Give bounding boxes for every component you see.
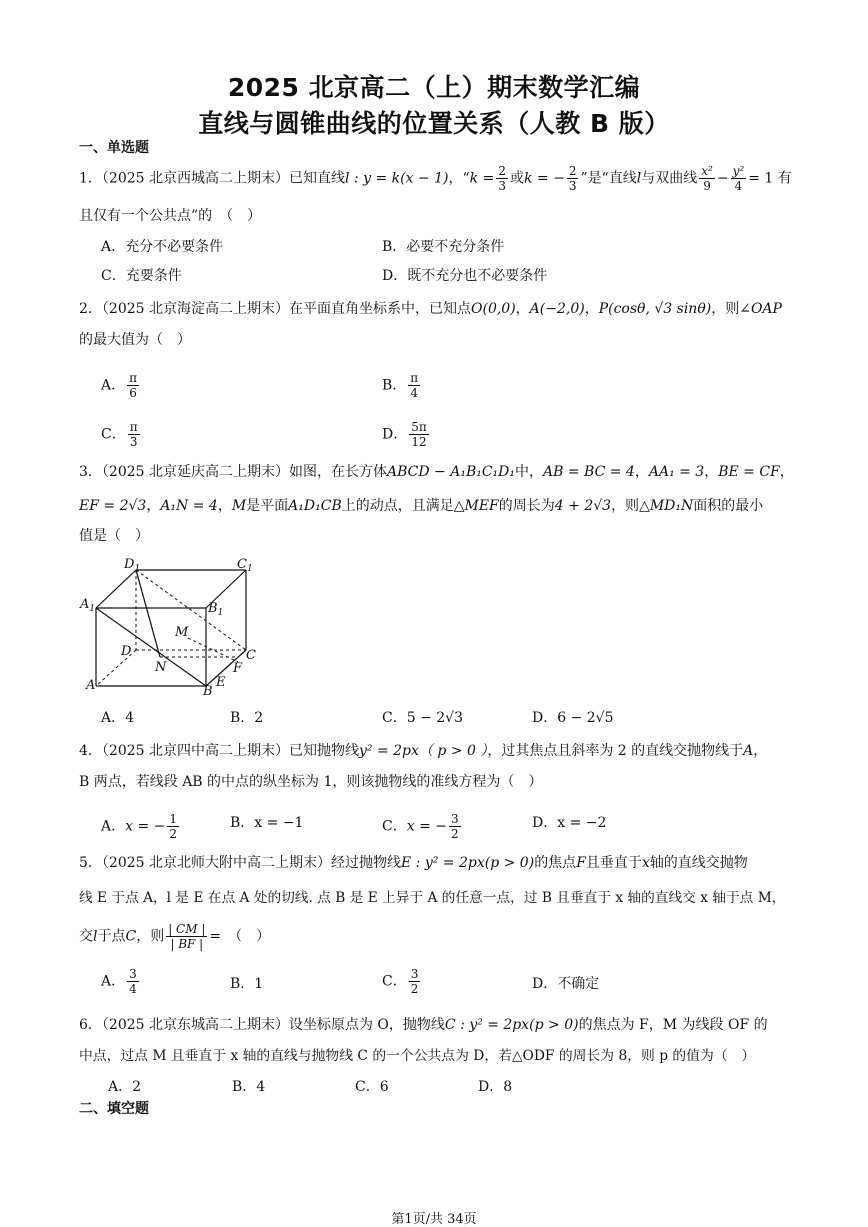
q3-a1n: A₁N = 4 (160, 498, 218, 514)
option-label: A． (101, 973, 126, 990)
q4-cond: （ p > 0 ） (418, 743, 488, 759)
frac-den: 2 (410, 982, 419, 996)
section-fill-blank: 二、填空题 (79, 1101, 149, 1117)
q4-text: 4．（2025 北京四中高二上期末）已知抛物线 (79, 743, 359, 759)
option-label: B． (382, 377, 407, 394)
q1-eq-one: = 1 有 (748, 170, 792, 187)
q6-option-c[interactable]: C．6 (355, 1079, 389, 1095)
q2-point-o: O(0,0) (471, 301, 516, 317)
q5-stem-line1 (79, 853, 748, 873)
q6-eq: C : y² = 2px(p > 0) (444, 1017, 579, 1033)
q3-option-c[interactable]: C．5 − 2√3 (382, 710, 463, 726)
label-e: E (216, 675, 226, 690)
q3-text: 上的动点，且满足 (341, 498, 454, 514)
q3-text: ，则 (611, 498, 640, 514)
frac-num: 2 (568, 164, 577, 178)
q5-ratio (166, 922, 207, 951)
q3-tri-mef: △MEF (453, 498, 499, 514)
option-label: C． (382, 818, 407, 835)
q5-text: 轴的直线交抛物 (649, 855, 748, 871)
q1-punct: ，“ (448, 170, 470, 187)
label-c: C (246, 648, 256, 663)
q3-text: 中， (515, 464, 544, 480)
q2-d-frac (409, 420, 429, 449)
q4-stem-line2: B 两点，若线段 AB 的中点的纵坐标为 1，则该抛物线的准线方程为（ ） (79, 774, 543, 790)
frac-num: 3 (129, 967, 137, 981)
label-m: M (175, 625, 189, 640)
q1-frac1 (496, 164, 508, 193)
q5-text: 于点 (97, 928, 126, 945)
q6-option-d[interactable]: D．8 (478, 1079, 513, 1095)
q4-punct: ， (753, 743, 768, 759)
label-n: N (155, 660, 167, 675)
q2-angle: ∠OAP (739, 301, 782, 317)
q3-ef: EF = 2√3 (79, 498, 147, 514)
q1-hyp-x (699, 164, 715, 193)
q3-option-a[interactable]: A．4 (101, 710, 135, 726)
q4-text: ，过其焦点且斜率为 2 的直线交抛物线于 (487, 743, 744, 759)
frac-num: 1 (169, 812, 178, 826)
frac-den: 2 (450, 827, 459, 841)
q2-b-frac (408, 371, 420, 400)
frac-num: x² (701, 164, 713, 178)
q6-stem-line1 (79, 1015, 768, 1035)
page-footer: 第1页/共 34页 (391, 1212, 477, 1227)
q3-m: M (231, 498, 247, 514)
q3-option-d[interactable]: D．6 − 2√5 (532, 710, 614, 726)
q1-stem-line1 (79, 164, 792, 193)
q3-punct: ， (634, 464, 649, 480)
q4-c-frac (449, 812, 461, 841)
frac-den: 4 (410, 386, 419, 400)
q3-plane: A₁D₁CB (288, 498, 342, 514)
q5-c: C (125, 928, 137, 945)
label-f: F (233, 661, 243, 676)
q2-option-a[interactable] (101, 371, 141, 400)
q5-text: = （ ） (209, 928, 271, 945)
q5-text: 交 (79, 928, 93, 945)
label-d1: $D_1$ (124, 557, 141, 574)
q4-option-a[interactable] (101, 812, 181, 841)
q5-text: 且垂直于 (585, 855, 642, 871)
frac-den: 4 (734, 179, 743, 193)
q2-option-b[interactable] (382, 371, 422, 400)
label-b1: $B_1$ (208, 601, 224, 618)
q3-aa1: AA₁ = 3 (648, 464, 705, 480)
q3-stem-line2 (79, 496, 763, 516)
frac-num: π (410, 371, 419, 385)
q4-option-c[interactable] (382, 812, 463, 841)
frac-num: π (129, 420, 138, 434)
frac-num: 3 (450, 812, 459, 826)
q1-source: 1．（2025 北京西城高二上期末）已知直线 (79, 170, 345, 187)
q5-text: ，则 (136, 928, 165, 945)
q5-stem-line2: 线 E 于点 A，l 是 E 在点 A 处的切线. 点 B 是 E 上异于 A 的任意一点，过 B 且垂直于 x 轴的直线交 x 轴于点 M， (79, 890, 786, 906)
q3-tri-md1n: △MD₁N (639, 498, 694, 514)
q5-text: 5．（2025 北京北师大附中高二上期末）经过抛物线 (79, 855, 401, 871)
q1-line-eq: l : y = k(x − 1) (345, 170, 449, 187)
option-label: A． (101, 377, 126, 394)
q2-point-p: P(cosθ, √3 sinθ) (598, 301, 712, 317)
option-text: x = − (406, 818, 447, 835)
frac-num: | CM | (168, 922, 206, 936)
q3-stem-line1 (79, 462, 794, 482)
option-label: C． (382, 973, 407, 990)
frac-den: 9 (703, 179, 711, 193)
q5-option-c[interactable] (382, 967, 422, 996)
q5-f: F (576, 855, 586, 871)
frac-num: 5π (411, 420, 427, 434)
frac-den: 3 (498, 179, 506, 193)
page-subtitle: 直线与圆锥曲线的位置关系（人教 B 版） (198, 109, 670, 138)
frac-den: 12 (411, 435, 427, 449)
label-a: A (86, 678, 96, 693)
q3-text: 面积的最小 (693, 498, 764, 514)
q1-minus: − (716, 170, 729, 187)
q1-option-a[interactable]: A．充分不必要条件 (101, 239, 224, 255)
cuboid-figure (78, 552, 268, 702)
q4-option-b[interactable]: B．x = −1 (230, 815, 304, 831)
q1-with-hyp: 与双曲线 (641, 170, 698, 187)
q2-stem-line1 (79, 299, 782, 319)
q5-a-frac (127, 967, 139, 996)
q5-text: 的焦点 (534, 855, 577, 871)
q6-text: 的焦点为 F，M 为线段 OF 的 (578, 1017, 768, 1033)
q5-c-frac (409, 967, 421, 996)
q1-mid: ”是“直线 (580, 170, 637, 187)
q5-option-a[interactable] (101, 967, 141, 996)
q3-text: 的周长为 (498, 498, 555, 514)
q3-option-b[interactable]: B．2 (230, 710, 264, 726)
frac-num: 2 (498, 164, 506, 178)
q6-text: 6．（2025 北京东城高二上期末）设坐标原点为 O，抛物线 (79, 1017, 445, 1033)
q4-option-d[interactable]: D．x = −2 (532, 815, 607, 831)
q2-option-c[interactable] (101, 420, 142, 449)
frac-den: 2 (169, 827, 178, 841)
frac-den: 3 (129, 435, 138, 449)
q4-stem-line1 (79, 741, 767, 761)
q5-eq: E : y² = 2px(p > 0) (401, 855, 535, 871)
q1-k-eq1: k = (469, 170, 495, 187)
option-text: x = − (125, 818, 166, 835)
q3-text: 3．（2025 北京延庆高二上期末）如图，在长方体 (79, 464, 387, 480)
frac-den: | BF | (170, 937, 204, 951)
q5-option-d[interactable]: D．不确定 (532, 976, 600, 992)
q3-punct: ， (779, 464, 794, 480)
label-c1: $C_1$ (237, 557, 253, 574)
q3-punct: ， (146, 498, 161, 514)
q3-ab: AB = BC = 4 (543, 464, 635, 480)
option-label: A． (101, 818, 126, 835)
q1-option-d[interactable]: D．既不充分也不必要条件 (382, 268, 548, 284)
q3-be-cf: BE = CF (718, 464, 780, 480)
q2-a-frac (127, 371, 139, 400)
frac-num: 3 (410, 967, 419, 981)
q2-punct: ， (584, 301, 599, 317)
q2-c-frac (128, 420, 140, 449)
q1-l: l (636, 170, 642, 187)
frac-den: 3 (568, 179, 577, 193)
page-title: 2025 北京高二（上）期末数学汇编 (227, 73, 641, 102)
q2-stem-line2: 的最大值为（ ） (79, 332, 191, 348)
q4-eq: y² = 2px (359, 743, 419, 759)
label-b: B (203, 684, 213, 699)
q5-x: x (641, 855, 650, 871)
q6-stem-line2: 中点，过点 M 且垂直于 x 轴的直线与抛物线 C 的一个公共点为 D，若△ODF 的周长为 8，则 p 的值为（ ） (79, 1048, 756, 1064)
q2-point-a: A(−2,0) (529, 301, 585, 317)
q5-option-b[interactable]: B．1 (230, 976, 264, 992)
q5-l: l (93, 928, 98, 945)
q2-option-d[interactable] (382, 420, 431, 449)
option-label: D． (382, 426, 408, 443)
q3-punct: ， (704, 464, 719, 480)
section-single-choice: 一、单选题 (79, 140, 149, 156)
q3-solid: ABCD − A₁B₁C₁D₁ (387, 464, 516, 480)
option-label: C． (101, 426, 126, 443)
q6-option-a[interactable]: A．2 (108, 1079, 142, 1095)
label-a1: $A_1$ (80, 597, 96, 614)
frac-num: π (129, 371, 138, 385)
label-d: D (121, 644, 132, 659)
frac-den: 6 (129, 386, 137, 400)
q1-k-eq2: k = − (523, 170, 565, 187)
q5-stem-line3 (79, 922, 270, 951)
q1-hyp-y (731, 164, 747, 193)
q4-a: A (743, 743, 754, 759)
frac-num: y² (732, 164, 745, 178)
q3-punct: ， (217, 498, 232, 514)
q1-or: 或 (509, 170, 524, 187)
q2-text2: ，则 (711, 301, 740, 317)
frac-den: 4 (129, 982, 137, 996)
q1-option-b[interactable]: B．必要不充分条件 (382, 239, 505, 255)
q3-text: 是平面 (246, 498, 289, 514)
q6-option-b[interactable]: B．4 (232, 1079, 266, 1095)
q3-stem-line3: 值是（ ） (79, 528, 149, 544)
q3-perimeter: 4 + 2√3 (554, 498, 612, 514)
q1-frac2 (567, 164, 579, 193)
q4-a-frac (167, 812, 179, 841)
q2-text: 2．（2025 北京海淀高二上期末）在平面直角坐标系中，已知点 (79, 301, 471, 317)
q1-option-c[interactable]: C．充要条件 (101, 268, 182, 284)
q1-stem-line2: 且仅有一个公共点”的 （ ） (79, 208, 262, 224)
q2-punct: ， (515, 301, 530, 317)
